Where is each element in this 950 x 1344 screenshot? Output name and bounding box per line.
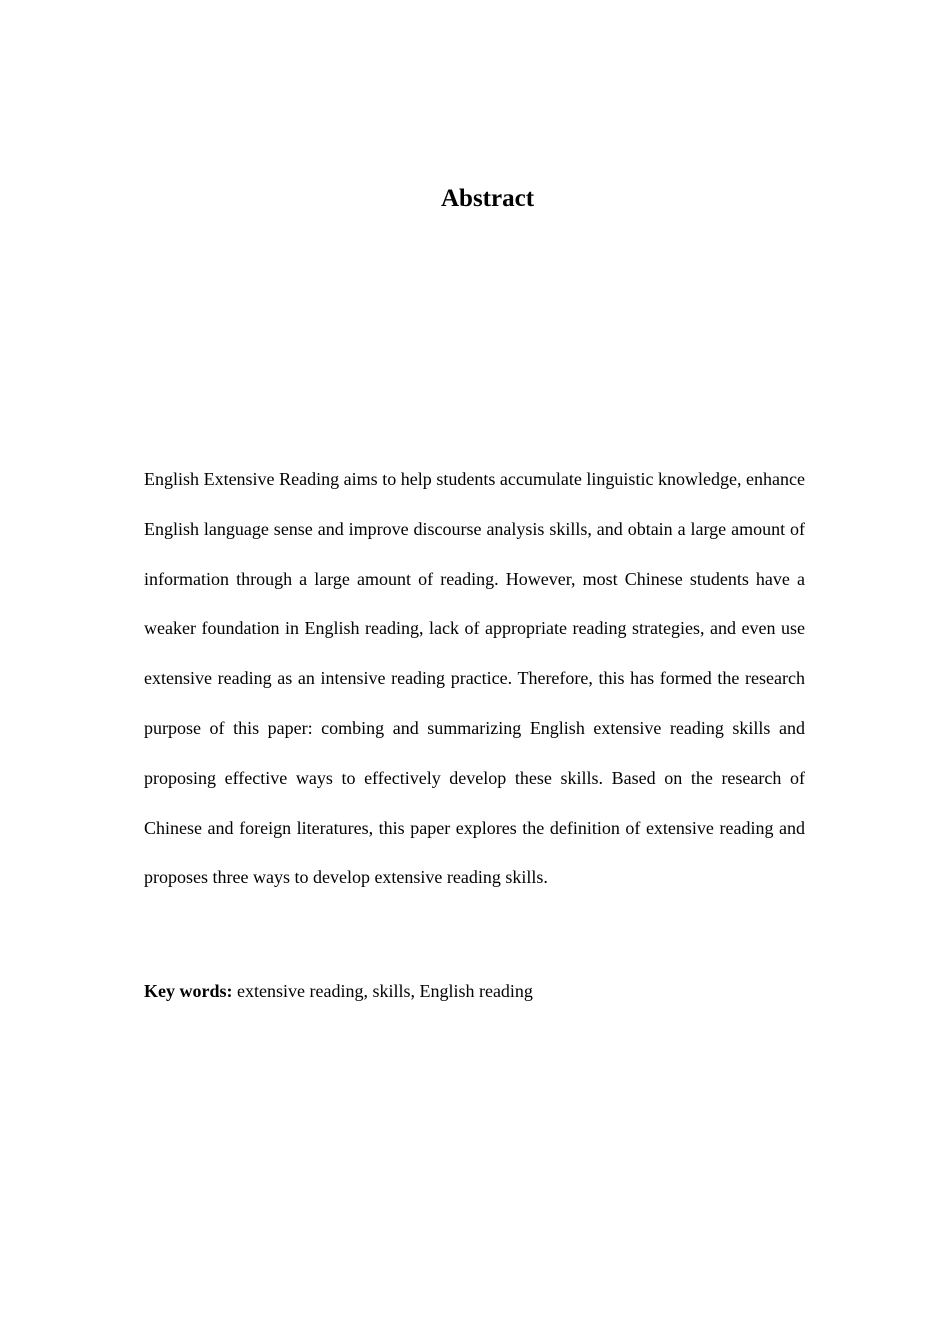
keywords-text: extensive reading, skills, English reading <box>237 981 533 1001</box>
keywords-line <box>144 977 805 1005</box>
abstract-title: Abstract <box>440 185 535 212</box>
abstract-paragraph: English Extensive Reading aims to help students accumulate linguistic knowledge, enhance English language sense and improve discourse analysis skills, and obtain a large amount of information through a large amount of reading. However, most Chinese students have a weaker foundation in English reading, lack of appropriate reading strategies, and even use extensive reading as an intensive reading practice. Therefore, this has formed the research purpose of this paper: combing and summarizing English extensive reading skills and proposing effective ways to effectively develop these skills. Based on the research of Chinese and foreign literatures, this paper explores the definition of extensive reading and proposes three ways to develop extensive reading skills. <box>144 469 805 888</box>
keywords-label: Key words: <box>144 981 233 1001</box>
